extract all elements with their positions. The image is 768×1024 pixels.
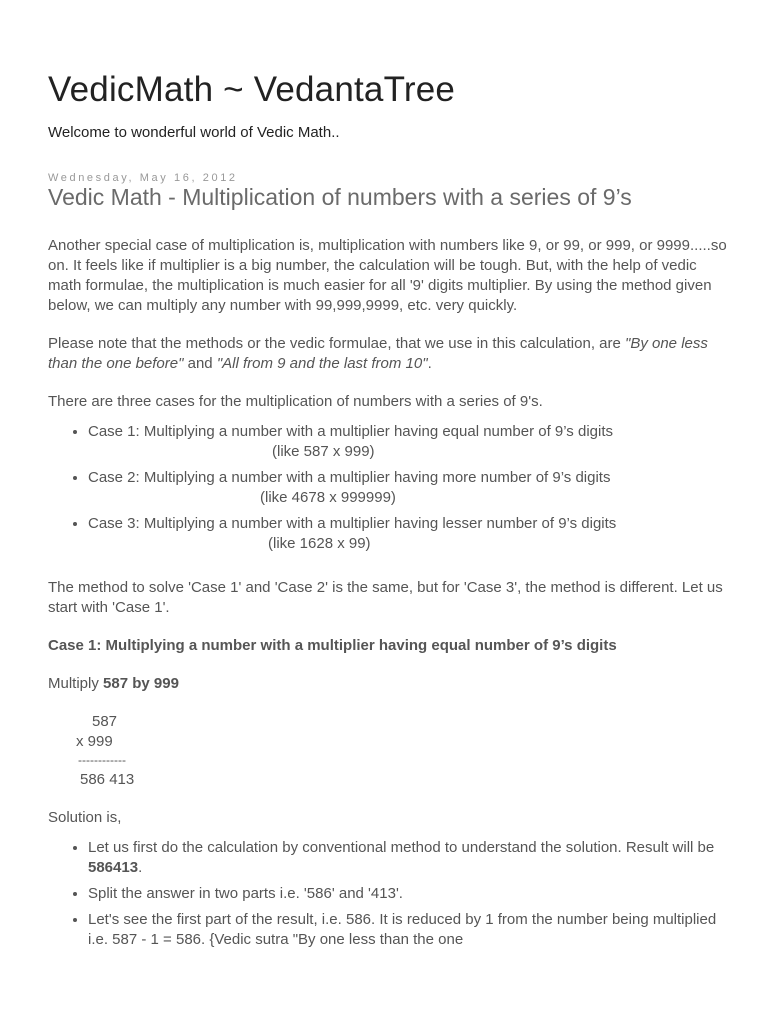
post-date: Wednesday, May 16, 2012 xyxy=(48,172,238,184)
steps-list xyxy=(48,838,728,950)
calc-multiplier: x 999 xyxy=(76,732,113,750)
multiply-prefix: Multiply xyxy=(48,675,104,692)
cases-intro: There are three cases for the multiplication of numbers with a series of 9's. xyxy=(48,393,543,410)
calculation-block xyxy=(48,712,728,790)
note-paragraph xyxy=(48,334,728,374)
cases-list xyxy=(48,422,728,554)
calc-result: 586 413 xyxy=(80,771,135,788)
note-prefix: Please note that the methods or the vedic formulae, that we use in this calculation, are xyxy=(48,335,625,352)
case-text: Case 2: Multiplying a number with a multiplier having more number of 9’s digits xyxy=(88,469,611,486)
post-title[interactable]: Vedic Math - Multiplication of numbers with a series of 9’s xyxy=(48,184,632,210)
list-item xyxy=(88,422,728,462)
calc-multiplicand: 587 xyxy=(92,713,118,730)
case-example: (like 4678 x 999999) xyxy=(260,489,396,506)
step2-text: Split the answer in two parts i.e. '586' and '413'. xyxy=(88,884,403,902)
case-text: Case 3: Multiplying a number with a multiplier having lesser number of 9’s digits xyxy=(88,515,617,532)
post-body xyxy=(48,236,728,968)
step1-suffix: . xyxy=(138,858,143,876)
list-item xyxy=(88,910,728,950)
case-example: (like 587 x 999) xyxy=(272,443,375,460)
list-item xyxy=(88,884,728,904)
list-item xyxy=(88,514,728,554)
solution-label: Solution is, xyxy=(48,808,122,826)
blog-title[interactable]: VedicMath ~ VedantaTree xyxy=(48,70,456,109)
case1-heading-text: Case 1: Multiplying a number with a multiplier having equal number of 9’s digits xyxy=(48,637,617,654)
formula-one: "By one less than the one before" xyxy=(48,335,708,372)
intro-paragraph: Another special case of multiplication is, multiplication with numbers like 9, or 99, or 999, or 9999.....so on. It feels like if multiplier is a big number, the calculation will be tough. But, with the help of vedic math formulae, the multiplication is much easier for all '9' digits multiplier. By using the method given below, we can multiply any number with 99,999,9999, etc. very quickly. xyxy=(48,237,727,314)
step1-result: 586413 xyxy=(88,858,139,876)
multiply-operands: 587 by 999 xyxy=(103,675,179,692)
case-text: Case 1: Multiplying a number with a multiplier having equal number of 9’s digits xyxy=(88,423,613,440)
list-item xyxy=(88,838,728,878)
note-and: and xyxy=(183,355,217,372)
case1-heading xyxy=(48,636,728,656)
blog-description: Welcome to wonderful world of Vedic Math.. xyxy=(48,124,340,141)
case-example: (like 1628 x 99) xyxy=(268,535,371,552)
method-note: The method to solve 'Case 1' and 'Case 2' is the same, but for 'Case 3', the method is different. Let us start with 'Case 1'. xyxy=(48,579,723,616)
step1-text: Let us first do the calculation by conventional method to understand the solution. Result will be xyxy=(88,838,715,856)
step3-text: Let's see the first part of the result, i.e. 586. It is reduced by 1 from the number being multiplied i.e. 587 - 1 = 586. {Vedic sutra "By one less than the one xyxy=(88,910,717,948)
list-item xyxy=(88,468,728,508)
note-suffix: . xyxy=(427,355,432,372)
formula-two: "All from 9 and the last from 10" xyxy=(216,355,428,372)
multiply-line xyxy=(48,674,728,694)
calc-separator: ------------ xyxy=(78,753,126,767)
